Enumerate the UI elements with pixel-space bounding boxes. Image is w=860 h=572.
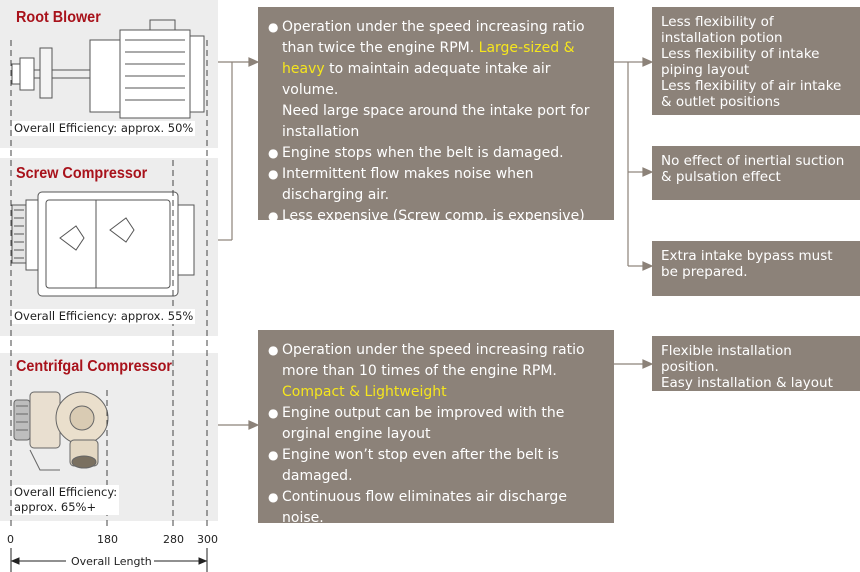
root-blower-drawing — [12, 20, 204, 118]
pd-bullet-2: ● Engine stops when the belt is damaged. — [268, 143, 604, 164]
pd-bullet-1: ● Operation under the speed increasing ratio than twice the engine RPM. Large-sized & heavy to maintain adequate intake air volume. — [268, 17, 604, 101]
overall-length-label: Overall Length — [71, 555, 152, 568]
axis-tick-300: 300 — [197, 533, 218, 546]
result-1-line-3: Less flexibility of air intake & outlet positions — [661, 78, 842, 110]
screw-compressor-efficiency: Overall Efficiency: approx. 55% — [14, 309, 194, 323]
result-2-text: No effect of inertial suction & pulsation effect — [661, 153, 845, 185]
pd-bullet-3: ● Intermittent flow makes noise when discharging air. — [268, 164, 604, 206]
cf-bullet-4: ● Continuous flow eliminates air discharge noise. — [268, 487, 604, 529]
result-box-flexibility — [652, 7, 860, 115]
axis-tick-0: 0 — [7, 533, 14, 546]
result-box-bypass — [652, 241, 860, 296]
centrifugal-compressor-title: Centrifgal Compressor — [16, 358, 173, 375]
large-heavy-highlight: Large-sized & heavy — [282, 40, 575, 77]
axis-tick-180: 180 — [97, 533, 118, 546]
axis-tick-280: 280 — [163, 533, 184, 546]
cf-bullet-1: ● Operation under the speed increasing ratio more than 10 times of the engine RPM. Compact & Lightweight — [268, 340, 604, 403]
compact-lightweight-highlight: Compact & Lightweight — [282, 384, 447, 400]
cf-bullet-3: ● Engine won’t stop even after the belt is damaged. — [268, 445, 604, 487]
centrifugal-compressor-efficiency — [12, 485, 119, 515]
screw-compressor-drawing — [12, 192, 194, 296]
result-3-text: Extra intake bypass must be prepared. — [661, 248, 833, 280]
centrifugal-box — [258, 330, 614, 526]
result-4-line-2: Easy installation & layout — [661, 375, 833, 391]
result-box-flexible — [652, 336, 860, 391]
cf-bullet-2: ● Engine output can be improved with the orginal engine layout — [268, 403, 604, 445]
result-box-inertial — [652, 146, 860, 200]
pd-bullet-4: ● Less expensive (Screw comp. is expensive) — [268, 206, 604, 227]
result-1-line-1: Less flexibility of installation potion — [661, 14, 783, 46]
centrifugal-compressor-drawing — [14, 392, 108, 470]
result-4-line-1: Flexible installation position. — [661, 343, 792, 375]
screw-compressor-title: Screw Compressor — [16, 165, 148, 182]
positive-displacement-box — [258, 7, 614, 224]
result-1-line-2: Less flexibility of intake piping layout — [661, 46, 820, 78]
root-blower-efficiency: Overall Efficiency: approx. 50% — [14, 121, 194, 135]
pd-bullet-1-sub: Need large space around the intake port for installation — [282, 103, 590, 140]
centrifugal-efficiency-line1: Overall Efficiency: — [14, 485, 118, 499]
centrifugal-efficiency-line2: approx. 65%+ — [14, 500, 97, 514]
root-blower-title: Root Blower — [16, 9, 101, 26]
